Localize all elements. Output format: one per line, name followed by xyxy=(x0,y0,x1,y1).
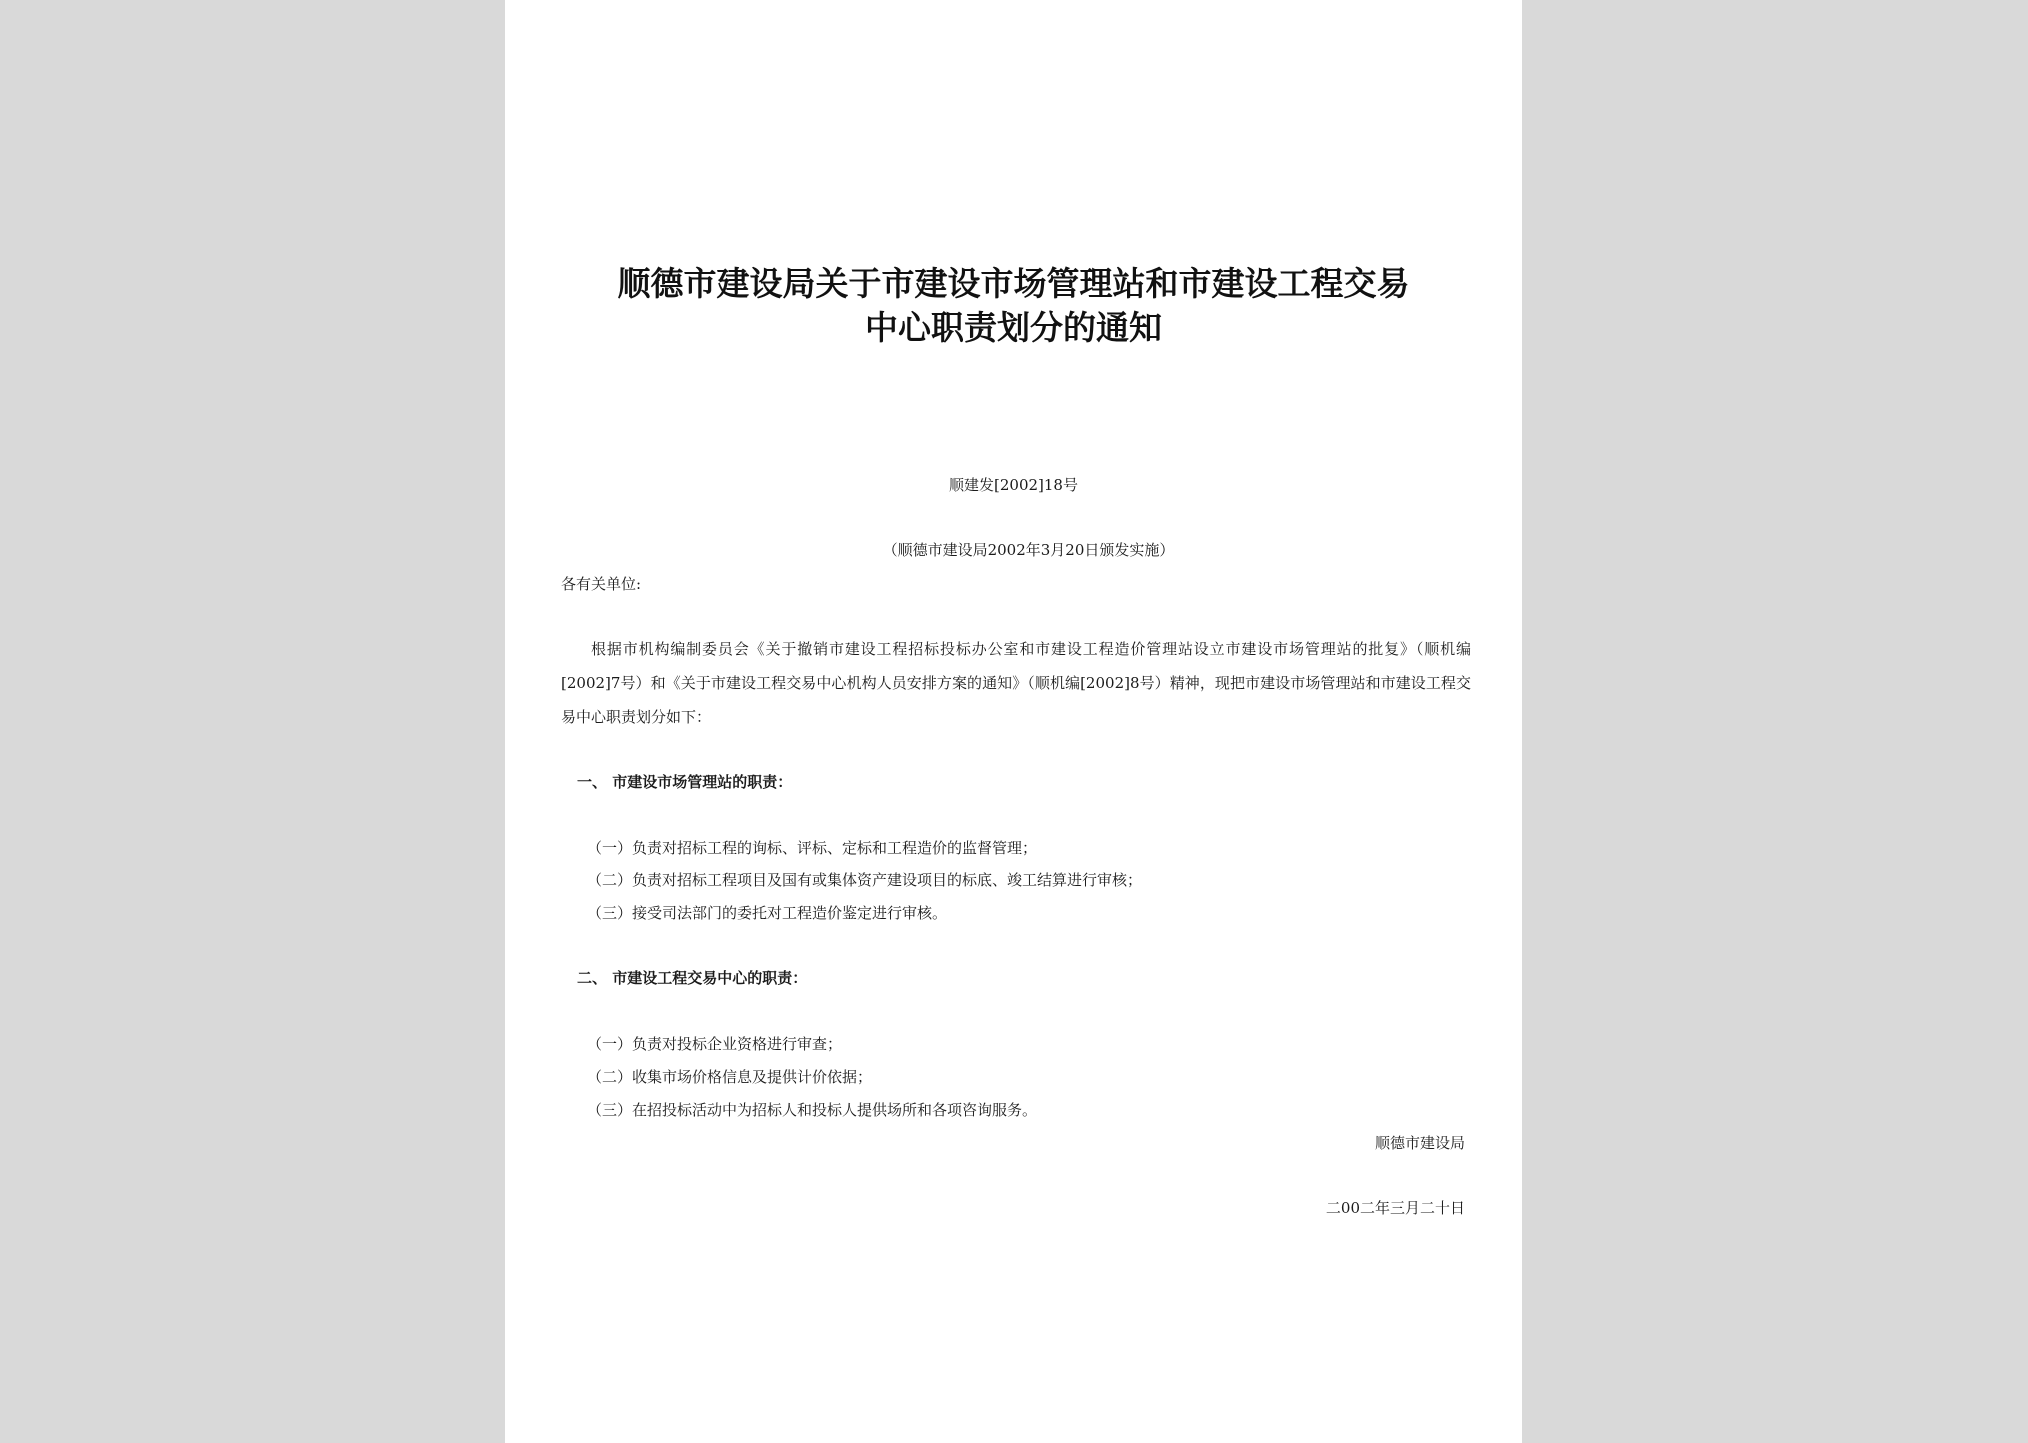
issued-note: （顺德市建设局2002年3月20日颁发实施） xyxy=(882,541,1175,559)
section-1-heading: 一、 市建设市场管理站的职责： xyxy=(577,773,793,791)
section-1-item: （三）接受司法部门的委托对工程造价鉴定进行审核。 xyxy=(587,904,948,922)
document-page xyxy=(505,0,1522,1443)
salutation: 各有关单位: xyxy=(561,575,642,593)
section-1-item: （一）负责对招标工程的询标、评标、定标和工程造价的监督管理； xyxy=(587,839,1038,857)
section-2-item: （二）收集市场价格信息及提供计价依据； xyxy=(587,1068,873,1086)
title-line-1: 顺德市建设局关于市建设市场管理站和市建设工程交易 xyxy=(617,264,1410,303)
section-2-item: （三）在招投标活动中为招标人和投标人提供场所和各项咨询服务。 xyxy=(587,1101,1038,1119)
section-2-item: （一）负责对投标企业资格进行审查； xyxy=(587,1035,843,1053)
document-number: 顺建发[2002]18号 xyxy=(949,476,1078,494)
body-paragraph: 根据市机构编制委员会《关于撤销市建设工程招标投标办公室和市建设工程造价管理站设立市建设市场管理站的批复》（顺机编[2002]7号）和《关于市建设工程交易中心机构人员安排方案的通知》（顺机编[2002]8号）精神，现把市建设市场管理站和市建设工程交易中心职责划分如下： xyxy=(561,640,1471,726)
title-line-2: 中心职责划分的通知 xyxy=(865,308,1162,347)
document-title xyxy=(505,262,1522,350)
section-2-heading: 二、 市建设工程交易中心的职责： xyxy=(577,969,808,987)
signature: 顺德市建设局 xyxy=(1374,1134,1465,1152)
document-date: 二00二年三月二十日 xyxy=(1325,1199,1465,1217)
section-1-item: （二）负责对招标工程项目及国有或集体资产建设项目的标底、竣工结算进行审核； xyxy=(587,871,1143,889)
